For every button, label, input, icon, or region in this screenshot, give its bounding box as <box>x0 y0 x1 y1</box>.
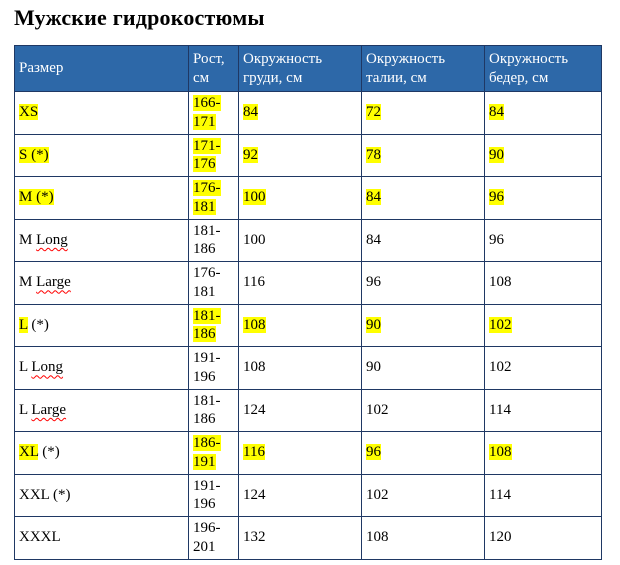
chest-cell <box>239 177 362 220</box>
cell-value: 181-186 <box>193 307 221 343</box>
cell-value: 102 <box>366 486 389 503</box>
height-cell <box>189 262 239 305</box>
cell-value: 90 <box>489 146 504 163</box>
cell-value: 120 <box>489 529 512 546</box>
size-word-misspelled: Long <box>36 231 68 248</box>
cell-value: 96 <box>489 189 504 206</box>
waist-cell <box>362 432 485 475</box>
chest-cell <box>239 517 362 560</box>
size-label-text: (*) <box>38 444 60 461</box>
size-cell <box>15 134 189 177</box>
cell-value: 84 <box>366 231 381 248</box>
hips-cell <box>485 389 602 432</box>
waist-cell <box>362 177 485 220</box>
cell-value: 92 <box>243 146 258 163</box>
size-label-text: XXXL <box>19 529 61 546</box>
hips-cell <box>485 177 602 220</box>
table-row <box>15 134 602 177</box>
cell-value: 132 <box>243 529 266 546</box>
waist-cell <box>362 304 485 347</box>
size-label-text: (*) <box>27 316 49 333</box>
cell-value: 102 <box>366 401 389 418</box>
height-cell <box>189 219 239 262</box>
cell-value: 116 <box>243 274 265 291</box>
cell-value: 176-181 <box>193 180 221 215</box>
cell-value: 116 <box>243 444 265 461</box>
height-cell <box>189 474 239 517</box>
size-label-text: L <box>19 359 32 376</box>
cell-value: 171-176 <box>193 137 221 173</box>
waist-cell <box>362 347 485 390</box>
cell-value: 108 <box>243 359 266 376</box>
cell-value: 72 <box>366 104 381 121</box>
cell-value: 100 <box>243 189 266 206</box>
height-cell <box>189 347 239 390</box>
chest-cell <box>239 474 362 517</box>
size-chart-table <box>14 45 602 560</box>
waist-cell <box>362 219 485 262</box>
cell-value: 108 <box>489 444 512 461</box>
cell-value: 124 <box>243 486 266 503</box>
chest-cell <box>239 262 362 305</box>
hips-cell <box>485 347 602 390</box>
cell-value: 96 <box>489 231 504 248</box>
cell-value: 124 <box>243 401 266 418</box>
column-header-size: Размер <box>15 46 189 92</box>
table-body <box>15 92 602 560</box>
size-cell <box>15 177 189 220</box>
size-word-misspelled: Large <box>31 401 67 418</box>
table-row <box>15 517 602 560</box>
column-header-height: Рост, см <box>189 46 239 92</box>
column-header-waist: Окружность талии, см <box>362 46 485 92</box>
waist-cell <box>362 389 485 432</box>
height-cell <box>189 517 239 560</box>
table-header-row <box>15 46 602 92</box>
cell-value: 114 <box>489 401 511 418</box>
size-cell <box>15 347 189 390</box>
hips-cell <box>485 134 602 177</box>
cell-value: 108 <box>489 274 512 291</box>
cell-value: 102 <box>489 359 512 376</box>
waist-cell <box>362 517 485 560</box>
hips-cell <box>485 219 602 262</box>
table-row <box>15 389 602 432</box>
size-label-text: S (*) <box>19 146 49 163</box>
table-row <box>15 347 602 390</box>
table-row <box>15 219 602 262</box>
cell-value: 108 <box>243 316 266 333</box>
cell-value: 176-181 <box>193 265 221 300</box>
table-row <box>15 432 602 475</box>
size-label-text: XL <box>19 444 39 461</box>
cell-value: 191-196 <box>193 350 221 385</box>
size-cell <box>15 262 189 305</box>
size-label-text: M <box>19 231 37 248</box>
table-row <box>15 177 602 220</box>
cell-value: 84 <box>489 104 504 121</box>
waist-cell <box>362 262 485 305</box>
height-cell <box>189 177 239 220</box>
cell-value: 196-201 <box>193 520 221 555</box>
hips-cell <box>485 474 602 517</box>
size-cell <box>15 304 189 347</box>
table-row <box>15 92 602 135</box>
height-cell <box>189 92 239 135</box>
chest-cell <box>239 304 362 347</box>
height-cell <box>189 304 239 347</box>
cell-value: 186-191 <box>193 435 221 470</box>
size-cell <box>15 517 189 560</box>
waist-cell <box>362 92 485 135</box>
waist-cell <box>362 474 485 517</box>
size-label-text: L <box>19 316 28 333</box>
column-header-chest: Окружность груди, см <box>239 46 362 92</box>
cell-value: 181-186 <box>193 222 221 258</box>
cell-value: 191-196 <box>193 477 221 513</box>
size-label-text: M <box>19 274 37 291</box>
height-cell <box>189 432 239 475</box>
chest-cell <box>239 219 362 262</box>
table-row <box>15 474 602 517</box>
cell-value: 84 <box>243 104 258 121</box>
size-label-text: XS <box>19 104 39 121</box>
height-cell <box>189 389 239 432</box>
hips-cell <box>485 304 602 347</box>
cell-value: 96 <box>366 444 381 461</box>
hips-cell <box>485 92 602 135</box>
chest-cell <box>239 92 362 135</box>
size-cell <box>15 432 189 475</box>
chest-cell <box>239 134 362 177</box>
size-cell <box>15 389 189 432</box>
cell-value: 102 <box>489 316 512 333</box>
cell-value: 100 <box>243 231 266 248</box>
chest-cell <box>239 389 362 432</box>
size-word-misspelled: Long <box>31 359 64 376</box>
size-cell <box>15 474 189 517</box>
chest-cell <box>239 432 362 475</box>
cell-value: 114 <box>489 486 511 503</box>
cell-value: 90 <box>366 316 381 333</box>
size-label-text: XXL (*) <box>19 486 71 503</box>
cell-value: 181-186 <box>193 392 221 428</box>
table-row <box>15 304 602 347</box>
size-word-misspelled: Large <box>36 274 71 291</box>
chest-cell <box>239 347 362 390</box>
cell-value: 78 <box>366 146 381 163</box>
cell-value: 84 <box>366 189 381 206</box>
cell-value: 96 <box>366 274 381 291</box>
size-label-text: L <box>19 401 32 418</box>
hips-cell <box>485 432 602 475</box>
size-cell <box>15 219 189 262</box>
page-title: Мужские гидрокостюмы <box>14 5 265 30</box>
height-cell <box>189 134 239 177</box>
cell-value: 108 <box>366 529 389 546</box>
size-cell <box>15 92 189 135</box>
hips-cell <box>485 517 602 560</box>
column-header-hips: Окружность бедер, см <box>485 46 602 92</box>
size-label-text: M (*) <box>19 189 54 206</box>
cell-value: 166-171 <box>193 95 221 130</box>
cell-value: 90 <box>366 359 381 376</box>
waist-cell <box>362 134 485 177</box>
table-row <box>15 262 602 305</box>
hips-cell <box>485 262 602 305</box>
